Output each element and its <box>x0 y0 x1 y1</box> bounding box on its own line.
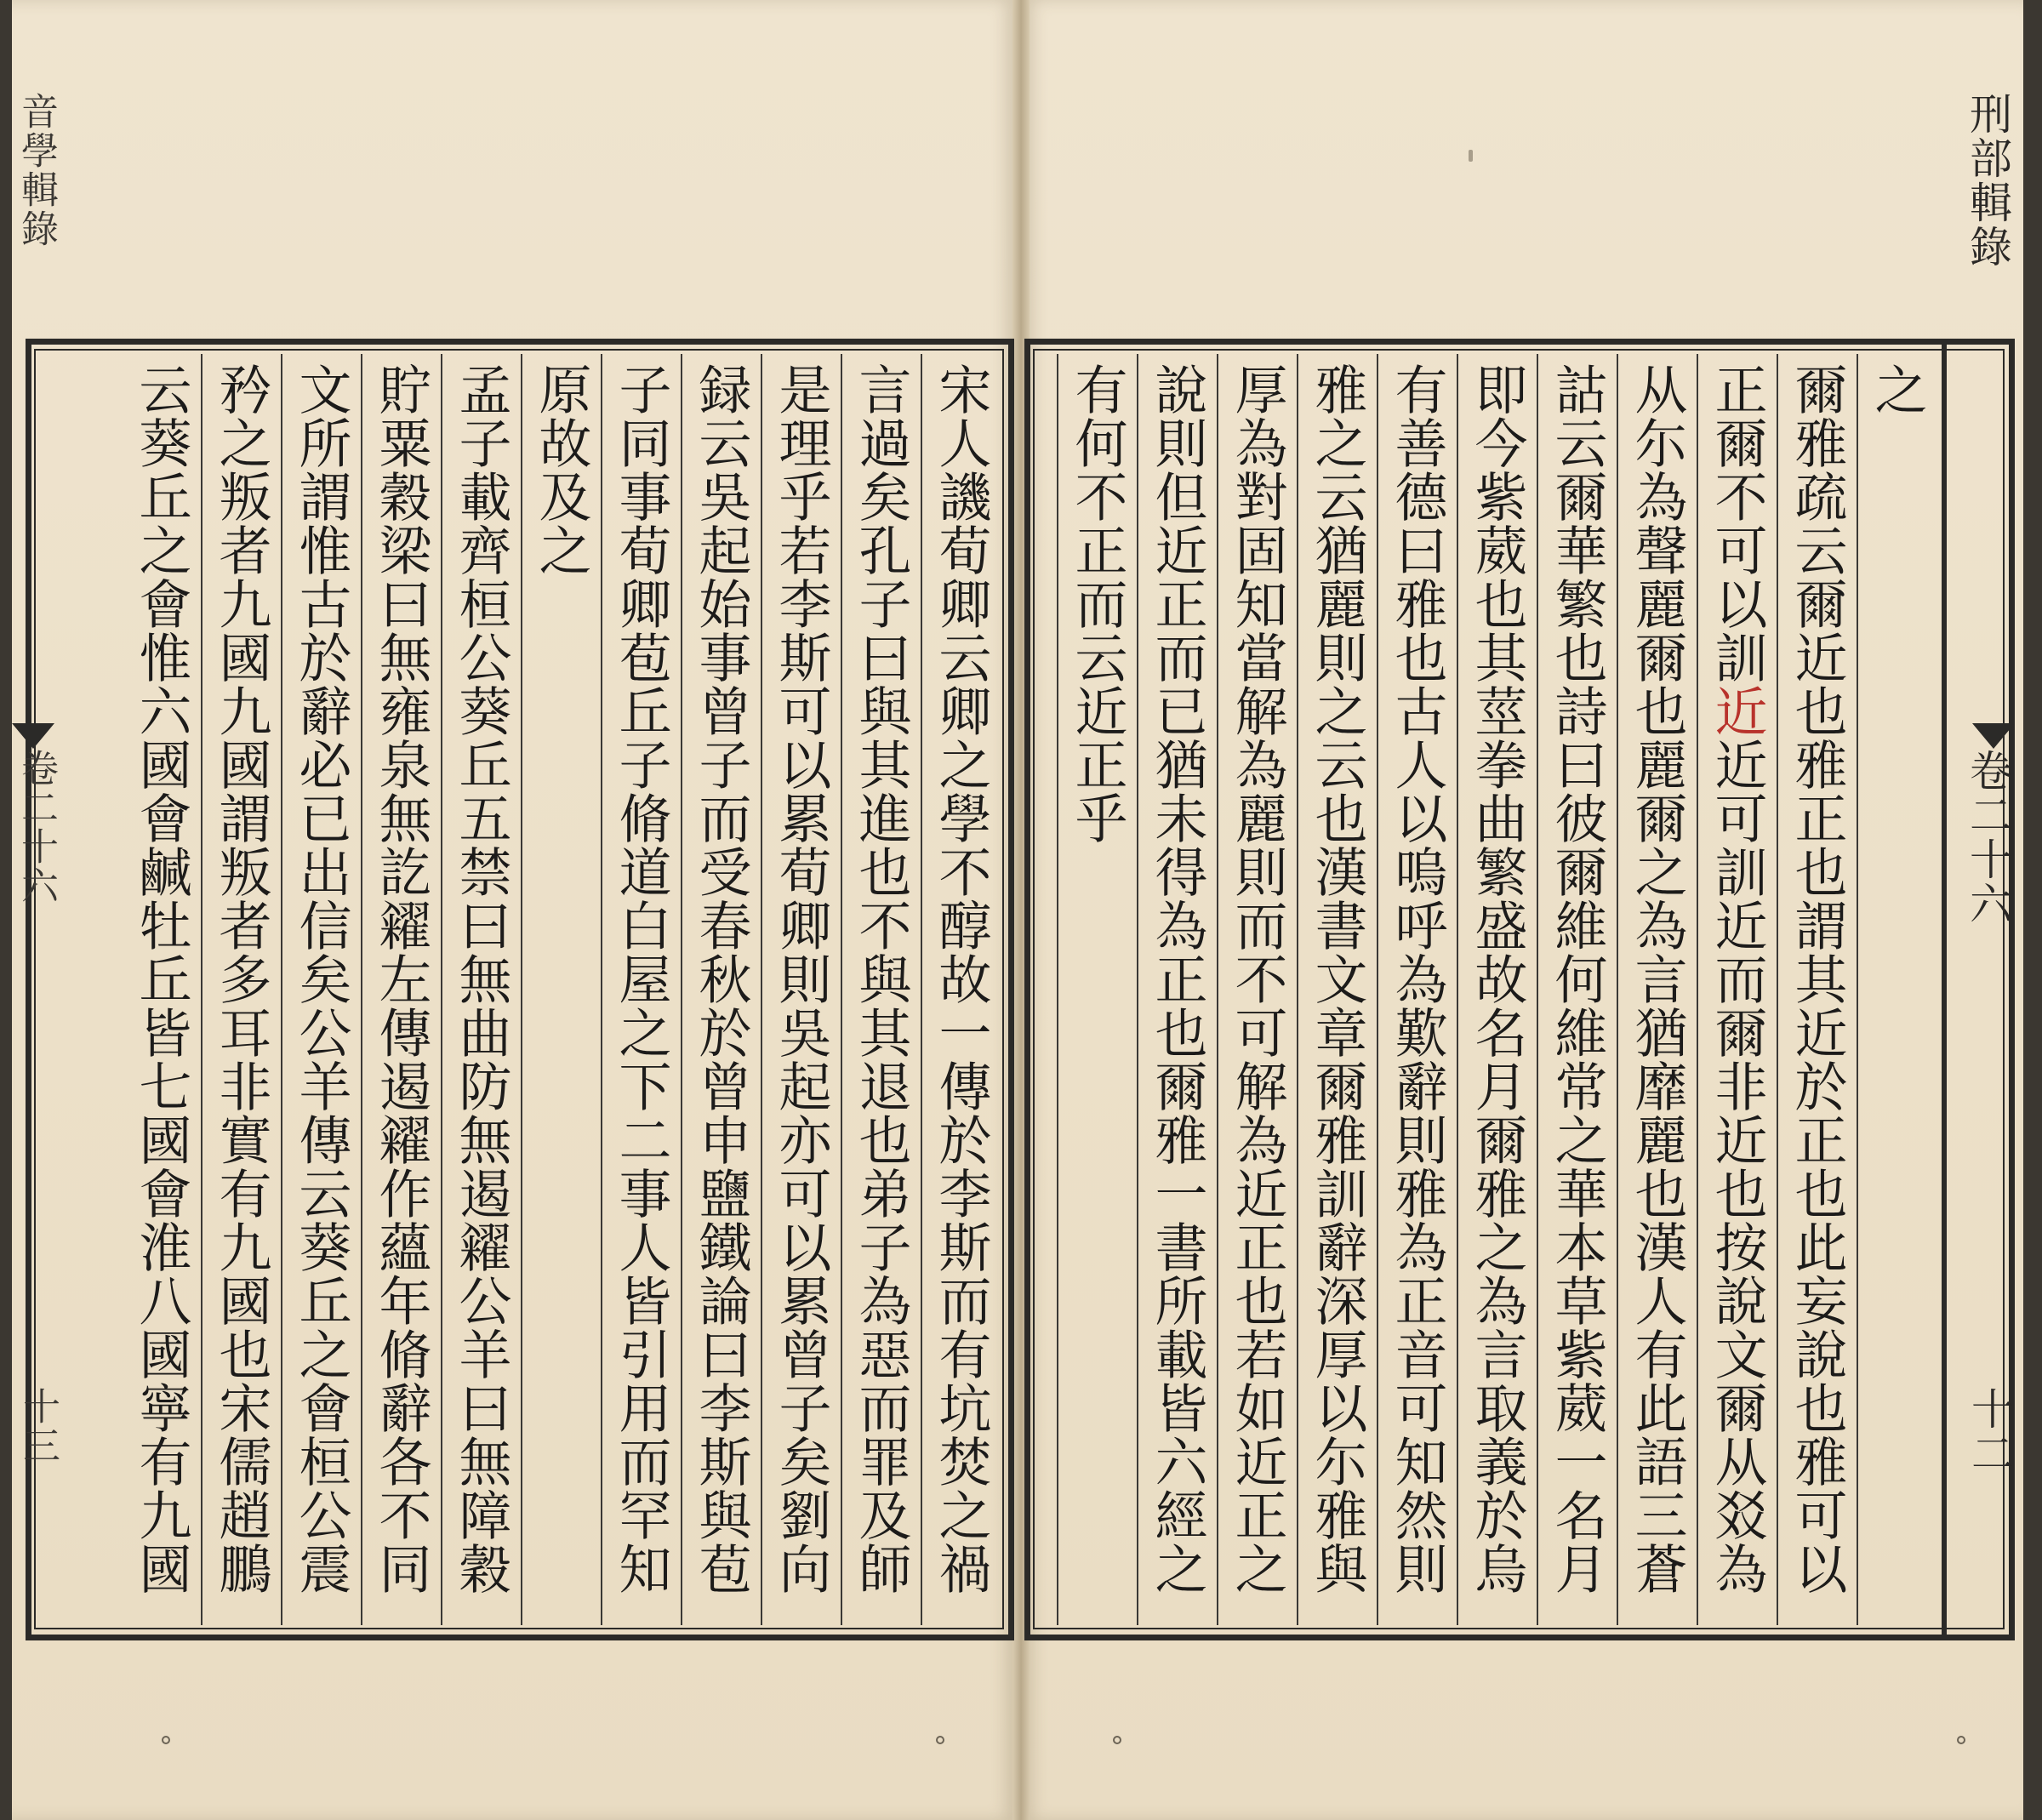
left-page-folio-number: 十三 <box>16 1387 60 1465</box>
binding-hole <box>1113 1736 1121 1744</box>
text-column: 録云吳起始事曾子而受春秋於曾申鹽鐵論曰李斯與苞 <box>681 354 761 1625</box>
paper-stain <box>1469 150 1473 162</box>
right-page-text-block <box>1036 354 1936 1625</box>
text-column: 孟子載齊桓公葵丘五禁曰無曲防無遏糴公羊曰無障穀 <box>441 354 521 1625</box>
text-column: 說則但近正而已猶未得為正也爾雅一書所載皆六經之 <box>1137 354 1217 1625</box>
text-column: 詁云爾華繁也詩曰彼爾維何維常之華本草紫葳一名月 <box>1537 354 1617 1625</box>
text-column: 有善德曰雅也古人以嗚呼為歎辭則雅為正音可知然則 <box>1377 354 1457 1625</box>
text-column: 宋人譏荀卿云卿之學不醇故一傳於李斯而有坑焚之禍 <box>921 354 1001 1625</box>
text-column: 厚為對固知當解為麗則而不可解為近正也若如近正之 <box>1217 354 1297 1625</box>
right-page-folio-number: 十二 <box>1965 1387 2014 1475</box>
binding-hole <box>162 1736 170 1744</box>
text-column: 爾雅疏云爾近也雅正也謂其近於正也此妄說也雅可以 <box>1777 354 1857 1625</box>
text-column: 貯粟穀梁曰無雍泉無訖糴左傳遏糴作蘊年脩辭各不同 <box>361 354 441 1625</box>
left-page-book-title: 音學輯錄 <box>14 92 58 248</box>
text-column: 从尓為聲麗爾也麗爾之為言猶靡麗也漢人有此語三蒼 <box>1617 354 1697 1625</box>
left-page-text-block <box>37 354 1001 1625</box>
text-column: 雅之云猶麗則之云也漢書文章爾雅訓辭深厚以尓雅與 <box>1297 354 1377 1625</box>
binding-hole <box>936 1736 944 1744</box>
text-column: 言過矣孔子曰與其進也不與其退也弟子為惡而罪及師 <box>841 354 921 1625</box>
right-page-volume-label: 卷二十六 <box>1963 749 2012 926</box>
text-column: 是理乎若李斯可以累荀卿則吳起亦可以累曾子矣劉向 <box>761 354 841 1625</box>
binding-hole <box>1957 1736 1965 1744</box>
text-column: 即今紫葳也其莖拳曲繁盛故名月爾雅之為言取義於烏 <box>1457 354 1537 1625</box>
red-annotation-mark: 近 <box>1706 684 1768 738</box>
text-column: 云葵丘之會惟六國會鹹牡丘皆七國會淮八國寧有九國 <box>130 362 192 1595</box>
right-page-book-title: 刑部輯錄 <box>1963 92 2012 269</box>
text-column: 矜之叛者九國九國謂叛者多耳非實有九國也宋儒趙鵬 <box>201 354 281 1625</box>
left-page-volume-label: 卷二十六 <box>14 749 58 905</box>
text-column: 原故及之 <box>521 354 601 1625</box>
text-column: 有何不正而云近正乎 <box>1057 354 1137 1625</box>
text-column: 正爾不可以訓近近可訓近而爾非近也按說文爾从㸚為 <box>1697 354 1777 1625</box>
text-column: 子同事荀卿苞丘子脩道白屋之下二事人皆引用而罕知 <box>601 354 681 1625</box>
text-column: 之 <box>1857 354 1936 1625</box>
text-column: 文所謂惟古於辭必已出信矣公羊傳云葵丘之會桓公震 <box>281 354 361 1625</box>
